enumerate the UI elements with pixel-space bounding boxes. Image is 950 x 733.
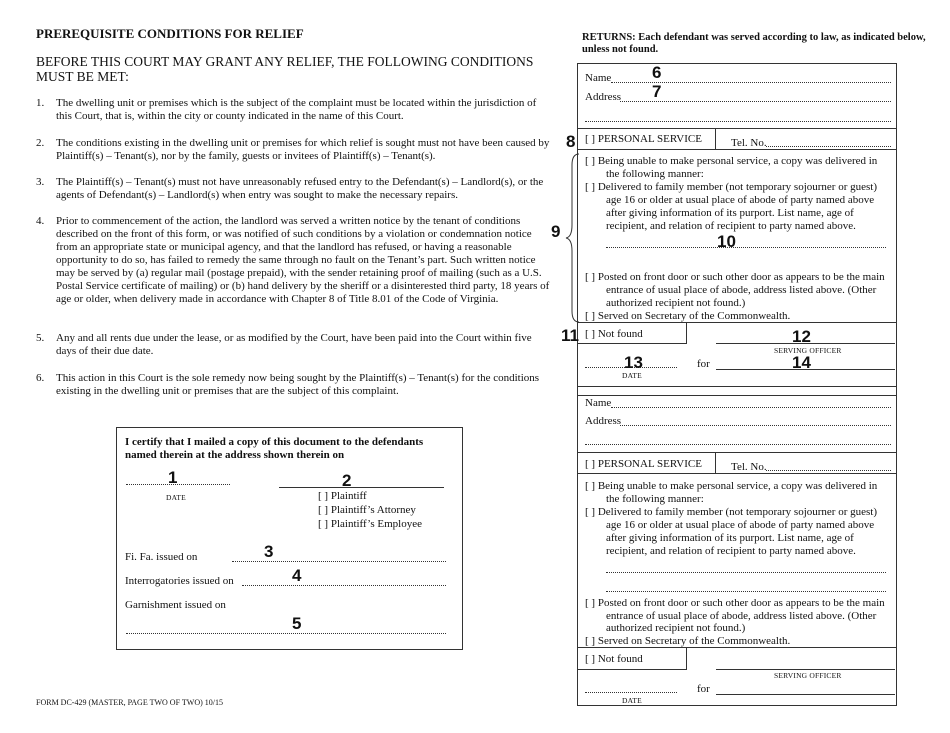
marker-9: 9	[551, 222, 561, 241]
garnishment-field[interactable]	[126, 633, 446, 634]
condition-item: 4. Prior to commencement of the action, the landlord was served a written notice by the tenant of conditions described on the front of this form, or was notified of such conditions by a violation or condemnation notice from an appropriate state or municipal agency, and that the landlord has refused, or having a reasonable opportunity to do so, has failed to remedy the same through no fault on the Tenant’s part. Such written notice may be served by (a) regular mail (postage prepaid), with the sender retaining proof of mailing (such as a U.S. Postal Service certificate of mailing) or (b) hand delivery by the sheriff or a disinterested third party, 18 years of age or older, when delivery made in accordance with Chapter 8 of Title 8.01 of the Code of Virginia.	[36, 215, 550, 305]
returns-heading: RETURNS: Each defendant was served according to law, as indicated below, unless not found.	[582, 32, 926, 55]
marker-6: 6	[652, 63, 662, 82]
marker-4: 4	[292, 566, 302, 585]
unable-text-2: the following manner:	[606, 168, 704, 180]
address-label-2: Address	[585, 415, 622, 427]
address-field[interactable]	[620, 101, 891, 102]
unable-text-2b: the following manner:	[606, 493, 704, 505]
address-field-2[interactable]	[585, 121, 891, 122]
marker-14: 14	[792, 353, 811, 372]
certificate-text: I certify that I mailed a copy of this document to the defendants named therein at the address shown therein on	[125, 436, 424, 461]
posted-text-3: authorized recipient not found.)	[606, 297, 746, 309]
serving-officer-label: SERVING OFFICER	[774, 346, 842, 355]
checkbox-family-member[interactable]: [ ] Delivered to family member (not temporary sojourner or guest)	[585, 181, 878, 193]
posted-text-3b: authorized recipient not found.)	[606, 622, 746, 634]
name-label-2: Name	[585, 397, 612, 409]
checkbox-plaintiff-attorney[interactable]: [ ] Plaintiff’s Attorney	[318, 504, 416, 516]
marker-11: 11	[561, 326, 579, 345]
intro-text: BEFORE THIS COURT MAY GRANT ANY RELIEF, THE FOLLOWING CONDITIONS MUST BE MET:	[36, 54, 534, 84]
for-label-2: for	[697, 683, 710, 695]
family-text-2: age 16 or older at usual place of abode of party named above	[606, 194, 875, 206]
marker-12: 12	[792, 327, 811, 346]
checkbox-personal-service-2[interactable]: [ ] PERSONAL SERVICE	[585, 458, 702, 470]
return-date-field-2[interactable]	[585, 692, 677, 693]
tel-field[interactable]	[766, 146, 891, 147]
name-field-2[interactable]	[611, 407, 891, 408]
serving-officer-label-2: SERVING OFFICER	[774, 671, 842, 680]
recipient-field[interactable]	[606, 247, 886, 248]
condition-item: 3. The Plaintiff(s) – Tenant(s) must not have unreasonably refused entry to the Defendant(s) – Landlord(s), or the agents of Defendant(s) – Landlord(s) when entry was sought to make the necessary repairs.	[36, 176, 544, 201]
form-id: FORM DC-429 (MASTER, PAGE TWO OF TWO) 10/15	[36, 698, 223, 707]
checkbox-secretary[interactable]: [ ] Served on Secretary of the Commonwealth.	[585, 310, 791, 322]
cert-signature-line[interactable]	[279, 487, 444, 488]
return-date-label-2: DATE	[622, 696, 642, 705]
checkbox-posted-2[interactable]: [ ] Posted on front door or such other door as appears to be the main	[585, 597, 885, 609]
address-field-b2[interactable]	[585, 444, 891, 445]
garnishment-label: Garnishment issued on	[125, 599, 226, 611]
tel-field-2[interactable]	[766, 470, 891, 471]
checkbox-not-found[interactable]: [ ] Not found	[585, 328, 643, 340]
address-field-b[interactable]	[620, 425, 891, 426]
family-text-2b: age 16 or older at usual place of abode of party named above	[606, 519, 875, 531]
family-text-3: after giving information of its purport. List name, age of	[606, 207, 854, 219]
return-date-label: DATE	[622, 371, 642, 380]
condition-item: 5. Any and all rents due under the lease, or as modified by the Court, have been paid into the Court within five days of their due date.	[36, 332, 532, 357]
page-heading: PREREQUISITE CONDITIONS FOR RELIEF	[36, 26, 304, 41]
condition-item: 2. The conditions existing in the dwelling unit or premises for which relief is sought must not have been caused by Plaintiff(s) – Tenant(s), nor by the family, guests or invitees of Plaintiff(s) – Tenant(s).	[36, 137, 550, 162]
fifa-label: Fi. Fa. issued on	[125, 551, 198, 563]
marker-2: 2	[342, 471, 352, 490]
for-line-2[interactable]	[716, 694, 895, 695]
interrogatories-field[interactable]	[242, 585, 446, 586]
marker-7: 7	[652, 82, 662, 101]
marker-1: 1	[168, 468, 178, 487]
recipient-field-2b[interactable]	[606, 591, 886, 592]
address-label: Address	[585, 91, 622, 103]
serving-officer-line-2[interactable]	[716, 669, 895, 670]
checkbox-not-found-2[interactable]: [ ] Not found	[585, 653, 643, 665]
condition-item: 1. The dwelling unit or premises which is the subject of the complaint must be located within the jurisdiction of this Court, that is, within the city or county indicated in the name of this Court.	[36, 97, 537, 122]
cert-date-field[interactable]	[126, 484, 230, 485]
checkbox-plaintiff-employee[interactable]: [ ] Plaintiff’s Employee	[318, 518, 422, 530]
checkbox-plaintiff[interactable]: [ ] Plaintiff	[318, 490, 367, 502]
fifa-field[interactable]	[232, 561, 446, 562]
posted-text-2b: entrance of usual place of abode, address listed above. (Other	[606, 610, 877, 622]
serving-officer-line[interactable]	[716, 343, 895, 344]
condition-item: 6. This action in this Court is the sole remedy now being sought by the Plaintiff(s) – Tenant(s) for the conditions existing in the dwelling unit or premises that are the subject of this complaint.	[36, 372, 540, 397]
marker-3: 3	[264, 542, 274, 561]
name-label: Name	[585, 72, 612, 84]
marker-10: 10	[717, 232, 736, 251]
for-label: for	[697, 358, 710, 370]
family-text-4b: recipient, and relation of recipient to party named above.	[606, 545, 856, 557]
tel-label-2: Tel. No.	[731, 461, 767, 473]
marker-5: 5	[292, 614, 302, 633]
tel-label: Tel. No.	[731, 137, 767, 149]
recipient-field-2[interactable]	[606, 572, 886, 573]
checkbox-unable-personal[interactable]: [ ] Being unable to make personal service, a copy was delivered in	[585, 155, 878, 167]
brace-icon	[565, 153, 581, 323]
checkbox-secretary-2[interactable]: [ ] Served on Secretary of the Commonwealth.	[585, 635, 791, 647]
family-text-4: recipient, and relation of recipient to party named above.	[606, 220, 856, 232]
posted-text-2: entrance of usual place of abode, address listed above. (Other	[606, 284, 877, 296]
marker-13: 13	[624, 353, 643, 372]
cert-date-label: DATE	[166, 493, 186, 502]
family-text-3b: after giving information of its purport. List name, age of	[606, 532, 854, 544]
checkbox-family-member-2[interactable]: [ ] Delivered to family member (not temporary sojourner or guest)	[585, 506, 878, 518]
marker-8: 8	[566, 132, 576, 151]
interrogatories-label: Interrogatories issued on	[125, 575, 234, 587]
checkbox-personal-service[interactable]: [ ] PERSONAL SERVICE	[585, 133, 702, 145]
checkbox-posted[interactable]: [ ] Posted on front door or such other door as appears to be the main	[585, 271, 885, 283]
checkbox-unable-personal-2[interactable]: [ ] Being unable to make personal service, a copy was delivered in	[585, 480, 878, 492]
